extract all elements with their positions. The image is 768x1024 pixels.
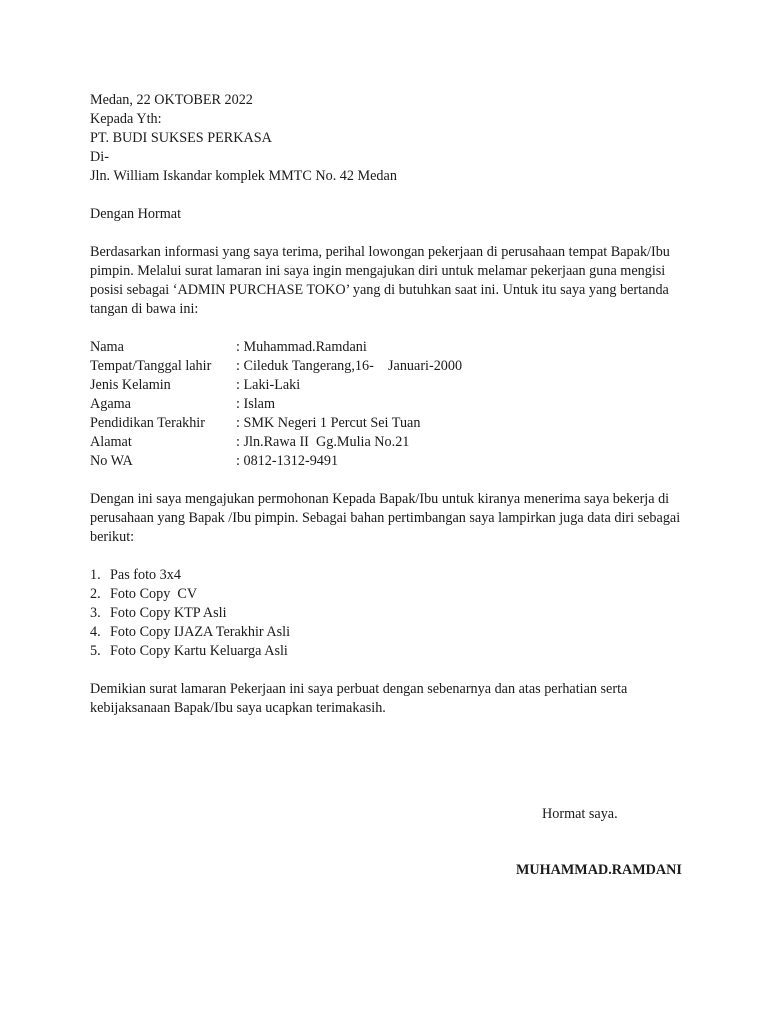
list-item (90, 604, 690, 623)
detail-row-alamat (90, 433, 690, 452)
list-number: 1. (90, 567, 101, 583)
spacer (90, 547, 690, 566)
request-paragraph (90, 490, 690, 547)
request-line: Dengan ini saya mengajukan permohonan Kepada Bapak/Ibu untuk kiranya menerima saya bekerja di (90, 491, 670, 507)
recipient-company: PT. BUDI SUKSES PERKASA (90, 130, 272, 146)
closing-salutation: Hormat saya. (542, 806, 618, 822)
recipient-di: Di- (90, 149, 109, 165)
intro-line: posisi sebagai ‘ADMIN PURCHASE TOKO’ yang di butuhkan saat ini. Untuk itu saya yang bertanda (90, 282, 669, 298)
intro-paragraph (90, 243, 690, 319)
recipient-salutation: Kepada Yth: (90, 111, 162, 127)
spacer (90, 186, 690, 205)
request-line: perusahaan yang Bapak /Ibu pimpin. Sebagai bahan pertimbangan saya lampirkan juga data diri sebagai (90, 510, 681, 526)
detail-label: Jenis Kelamin (90, 377, 171, 393)
request-line: berikut: (90, 529, 135, 545)
list-number: 3. (90, 605, 101, 621)
list-text: Foto Copy CV (110, 586, 198, 602)
detail-row-pendidikan (90, 414, 690, 433)
spacer (90, 471, 690, 490)
letter-body (90, 91, 690, 718)
detail-label: Nama (90, 339, 124, 355)
detail-value: : 0812-1312-9491 (236, 453, 339, 469)
intro-line: pimpin. Melalui surat lamaran ini saya ingin mengajukan diri untuk melamar pekerjaan guna mengisi (90, 263, 666, 279)
detail-label: Tempat/Tanggal lahir (90, 358, 212, 374)
intro-line: tangan di bawa ini: (90, 301, 199, 317)
detail-value: : Islam (236, 396, 276, 412)
spacer (90, 224, 690, 243)
intro-line: Berdasarkan informasi yang saya terima, perihal lowongan pekerjaan di perusahaan tempat Bapak/Ibu (90, 244, 670, 260)
closing-line: kebijaksanaan Bapak/Ibu saya ucapkan terimakasih. (90, 700, 386, 716)
personal-details (90, 338, 690, 471)
list-item (90, 585, 690, 604)
signature-name: MUHAMMAD.RAMDANI (516, 862, 682, 878)
list-number: 4. (90, 624, 101, 640)
detail-label: Pendidikan Terakhir (90, 415, 205, 431)
recipient-address: Jln. William Iskandar komplek MMTC No. 42 Medan (90, 168, 397, 184)
list-item (90, 566, 690, 585)
greeting: Dengan Hormat (90, 206, 182, 222)
list-text: Foto Copy KTP Asli (110, 605, 227, 621)
detail-value: : Jln.Rawa II Gg.Mulia No.21 (236, 434, 410, 450)
detail-row-nama (90, 338, 690, 357)
letter-date: Medan, 22 OKTOBER 2022 (90, 92, 253, 108)
list-item (90, 642, 690, 661)
list-number: 2. (90, 586, 101, 602)
list-number: 5. (90, 643, 101, 659)
detail-value: : Cileduk Tangerang,16- Januari-2000 (236, 358, 463, 374)
detail-row-jenis-kelamin (90, 376, 690, 395)
detail-label: Agama (90, 396, 131, 412)
detail-value: : Laki-Laki (236, 377, 301, 393)
detail-value: : SMK Negeri 1 Percut Sei Tuan (236, 415, 421, 431)
attachment-list (90, 566, 690, 661)
detail-label: Alamat (90, 434, 132, 450)
list-text: Foto Copy Kartu Keluarga Asli (110, 643, 288, 659)
closing-paragraph (90, 680, 690, 718)
list-item (90, 623, 690, 642)
detail-label: No WA (90, 453, 133, 469)
closing-line: Demikian surat lamaran Pekerjaan ini saya perbuat dengan sebenarnya dan atas perhatian serta (90, 681, 628, 697)
list-text: Pas foto 3x4 (110, 567, 181, 583)
list-text: Foto Copy IJAZA Terakhir Asli (110, 624, 291, 640)
detail-row-agama (90, 395, 690, 414)
detail-row-no-wa (90, 452, 690, 471)
spacer (90, 661, 690, 680)
spacer (90, 319, 690, 338)
detail-row-ttl (90, 357, 690, 376)
detail-value: : Muhammad.Ramdani (236, 339, 367, 355)
